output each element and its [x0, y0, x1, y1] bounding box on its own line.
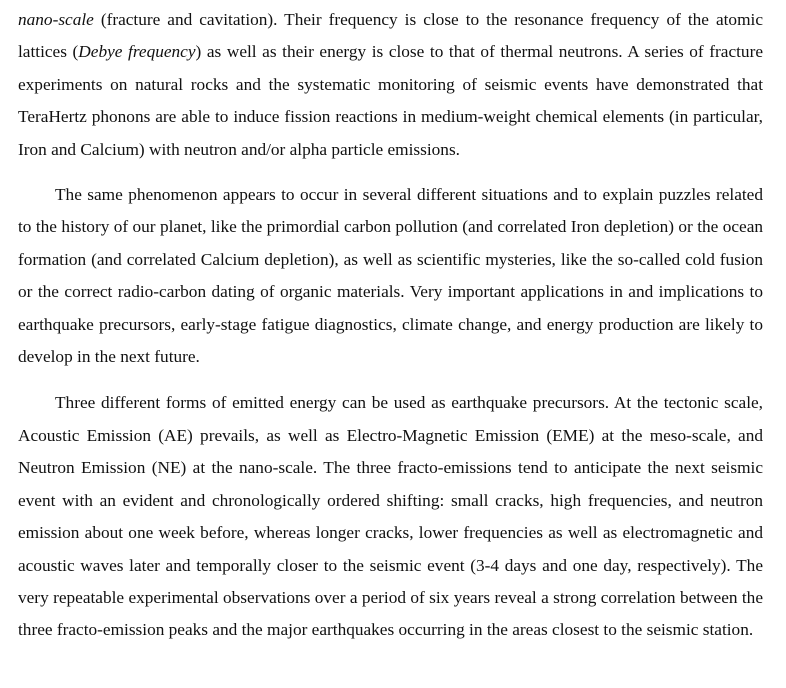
- paragraph-1-italic-start: nano-scale: [18, 10, 94, 29]
- paragraph-2: The same phenomenon appears to occur in several different situations and to explain puzzles related to the history of our planet, like the primordial carbon pollution (and correlated Iron depletion) or the ocean formation (and correlated Calcium depletion), as well as scientific mysteries, like the so-called cold fusion or the correct radio-carbon dating of organic materials. Very important applications in and implications to earthquake precursors, early-stage fatigue diagnostics, climate change, and energy production are likely to develop in the next future.: [18, 185, 763, 367]
- paragraph-1-text-b: ) as well as their energy is close to that of thermal neutrons. A series of fracture experiments on natural rocks and the systematic monitoring of seismic events have demonstrated that TeraHertz phonons are able to induce fission reactions in medium-weight chemical elements (in particular, Iron and Calcium) with neutron and/or alpha particle emissions.: [18, 42, 763, 159]
- paragraph-1-text-a: (fracture and cavitation). Their frequency is close to the resonance frequency of the atomic lattices (: [18, 10, 763, 62]
- paragraph-1: [18, 4, 763, 166]
- paragraph-1-italic-mid: Debye frequency: [78, 42, 196, 62]
- paragraph-3: Three different forms of emitted energy can be used as earthquake precursors. At the tectonic scale, Acoustic Emission (AE) prevails, as well as Electro-Magnetic Emission (EME) at the meso-scale, and Neutron Emission (NE) at the nano-scale. The three fracto-emissions tend to anticipate the next seismic event with an evident and chronologically ordered shifting: small cracks, high frequencies, and neutron emission about one week before, whereas longer cracks, lower frequencies as well as electromagnetic and acoustic waves later and temporally closer to the seismic event (3-4 days and one day, respectively). The very repeatable experimental observations over a period of six years reveal a strong correlation between the three fracto-emission peaks and the major earthquakes occurring in the areas closest to the seismic station.: [18, 393, 763, 640]
- document-page: [18, 4, 763, 647]
